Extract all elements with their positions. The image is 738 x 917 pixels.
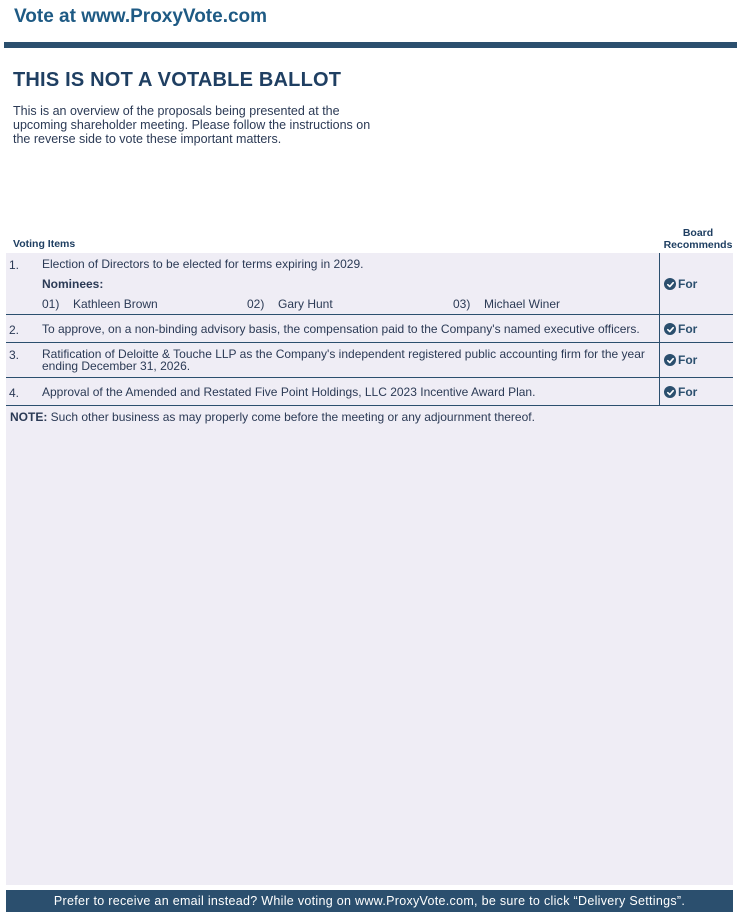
item-number: 4. xyxy=(9,386,20,400)
recommendation-value: For xyxy=(678,277,698,291)
voting-items-table xyxy=(6,253,733,429)
check-circle-icon xyxy=(664,386,676,398)
nominee-3-number: 03) xyxy=(453,297,471,311)
voting-items-header: Voting Items xyxy=(13,238,76,250)
item-number: 1. xyxy=(9,258,20,272)
item-text: Approval of the Amended and Restated Five Point Holdings, LLC 2023 Incentive Award Plan. xyxy=(42,385,536,399)
nominee-1-name: Kathleen Brown xyxy=(73,297,158,311)
board-label-line1: Board xyxy=(682,227,714,239)
check-circle-icon xyxy=(664,278,676,290)
footer-banner: Prefer to receive an email instead? While voting on www.ProxyVote.com, be sure to click “Delivery Settings”. xyxy=(6,890,733,912)
voting-item-1 xyxy=(6,253,733,315)
item-number: 2. xyxy=(9,323,20,337)
note-label: NOTE: xyxy=(10,410,48,424)
nominee-3-name: Michael Winer xyxy=(484,297,561,311)
board-recommends-header xyxy=(660,227,736,251)
nominee-2-name: Gary Hunt xyxy=(278,297,333,311)
recommendation-value: For xyxy=(678,385,698,399)
item-text: To approve, on a non-binding advisory basis, the compensation paid to the Company's named executive officers. xyxy=(42,322,640,336)
recommendation-value: For xyxy=(678,353,698,367)
board-recommendation-3 xyxy=(659,343,734,377)
check-circle-icon xyxy=(664,354,676,366)
recommendation-value: For xyxy=(678,322,698,336)
nominees-label: Nominees: xyxy=(42,277,104,291)
nominee-1-number: 01) xyxy=(42,297,60,311)
item-text: Ratification of Deloitte & Touche LLP as the Company's independent registered public accounting firm for the year ending December 31, 2026. xyxy=(42,347,645,373)
blank-panel xyxy=(6,428,733,885)
board-recommendation-2 xyxy=(659,315,734,342)
site-title: Vote at www.ProxyVote.com xyxy=(14,6,268,27)
item-number: 3. xyxy=(9,348,20,362)
nominee-2-number: 02) xyxy=(247,297,265,311)
item-text: Election of Directors to be elected for terms expiring in 2029. xyxy=(42,257,364,271)
page-title: THIS IS NOT A VOTABLE BALLOT xyxy=(13,69,342,91)
note-row xyxy=(6,406,733,428)
note-text xyxy=(10,410,535,424)
board-label-line2: Recommends xyxy=(663,239,733,251)
voting-item-2 xyxy=(6,315,733,343)
board-recommendation-4 xyxy=(659,378,734,405)
intro-text: This is an overview of the proposals being presented at the upcoming shareholder meeting. Please follow the instructions on the reverse side to vote these important matters. xyxy=(13,104,371,146)
note-body: Such other business as may properly come before the meeting or any adjournment thereof. xyxy=(47,410,535,424)
voting-item-3 xyxy=(6,343,733,378)
voting-item-4 xyxy=(6,378,733,406)
header-divider xyxy=(4,42,737,48)
board-recommendation-1 xyxy=(659,253,734,314)
check-circle-icon xyxy=(664,323,676,335)
